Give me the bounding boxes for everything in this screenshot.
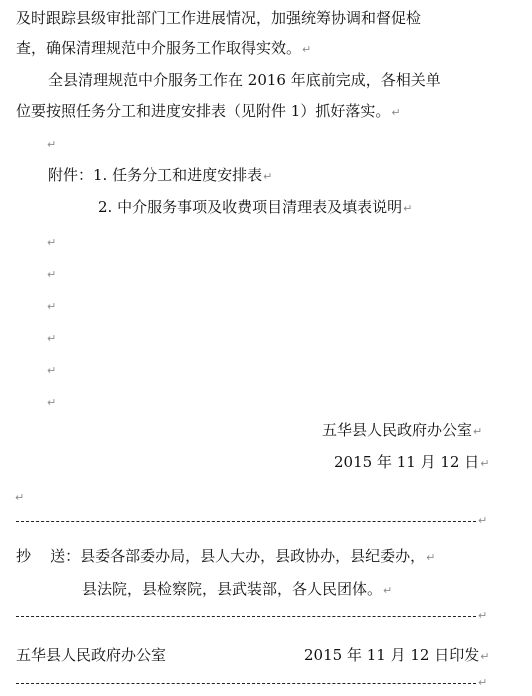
empty-paragraph — [46, 327, 56, 349]
paragraph-mark-icon: ↵ — [480, 650, 490, 663]
text: 五华县人民政府办公室 — [322, 421, 473, 439]
empty-paragraph — [14, 486, 24, 508]
paragraph-1-line-2 — [16, 38, 311, 60]
empty-paragraph — [46, 359, 56, 381]
paragraph-mark-icon: ↵ — [47, 236, 57, 249]
paragraph-mark-icon: ↵ — [403, 202, 413, 215]
footer-issue-date — [304, 645, 489, 667]
paragraph-mark-icon: ↵ — [47, 300, 57, 313]
cc-label: 抄 送： — [16, 547, 81, 565]
separator-rule — [16, 683, 476, 684]
text: 五华县人民政府办公室 — [16, 646, 167, 664]
text: 全县清理规范中介服务工作在 2016 年底前完成，各相关单 — [48, 71, 441, 89]
paragraph-mark-icon: ↵ — [383, 584, 393, 597]
empty-paragraph — [46, 295, 56, 317]
separator-rule — [16, 616, 476, 617]
text: 位要按照任务分工和进度安排表（见附件 1）抓好落实。 — [16, 102, 391, 120]
empty-paragraph — [46, 263, 56, 285]
attachment-label: 附件： — [48, 166, 94, 184]
attachment-title: 1. 任务分工和进度安排表 — [93, 166, 263, 184]
attachment-title: 2. 中介服务事项及收费项目清理表及填表说明 — [98, 198, 403, 216]
paragraph-mark-icon: ↵ — [47, 396, 57, 409]
text: 及时跟踪县级审批部门工作进展情况，加强统筹协调和督促检 — [16, 9, 422, 27]
text: 2015 年 11 月 12 日 — [334, 453, 480, 471]
paragraph-mark-icon: ↵ — [47, 138, 57, 151]
attachment-item-2 — [98, 197, 412, 219]
text: 2015 年 11 月 12 日印发 — [304, 646, 480, 664]
text: 查，确保清理规范中介服务工作取得实效。 — [16, 39, 302, 57]
paragraph-mark-icon: ↵ — [478, 609, 488, 622]
paragraph-mark-icon: ↵ — [478, 676, 488, 689]
attachment-item-1 — [48, 165, 272, 187]
signature-date — [334, 452, 489, 474]
paragraph-mark-icon: ↵ — [302, 43, 312, 56]
paragraph-mark-icon: ↵ — [15, 491, 25, 504]
paragraph-mark-icon: ↵ — [47, 268, 57, 281]
paragraph-mark-icon: ↵ — [480, 457, 490, 470]
cc-recipients: 县法院，县检察院，县武装部，各人民团体。 — [82, 580, 383, 598]
paragraph-mark-icon: ↵ — [473, 425, 483, 438]
paragraph-mark-icon: ↵ — [263, 170, 273, 183]
cc-line-1 — [16, 546, 435, 568]
signature-office — [322, 420, 482, 442]
footer-issuer — [16, 645, 166, 665]
separator-rule — [16, 521, 476, 522]
paragraph-mark-icon: ↵ — [47, 364, 57, 377]
paragraph-2-line-1 — [48, 70, 441, 90]
empty-paragraph — [46, 391, 56, 413]
empty-paragraph — [46, 231, 56, 253]
paragraph-mark-icon: ↵ — [478, 514, 488, 527]
empty-paragraph — [46, 133, 56, 155]
paragraph-mark-icon: ↵ — [426, 551, 436, 564]
paragraph-mark-icon: ↵ — [391, 106, 401, 119]
cc-recipients: 县委各部委办局，县人大办，县政协办，县纪委办， — [80, 547, 426, 565]
paragraph-2-line-2 — [16, 101, 401, 123]
cc-line-2 — [82, 579, 392, 601]
paragraph-1-line-1 — [16, 8, 421, 28]
paragraph-mark-icon: ↵ — [47, 332, 57, 345]
